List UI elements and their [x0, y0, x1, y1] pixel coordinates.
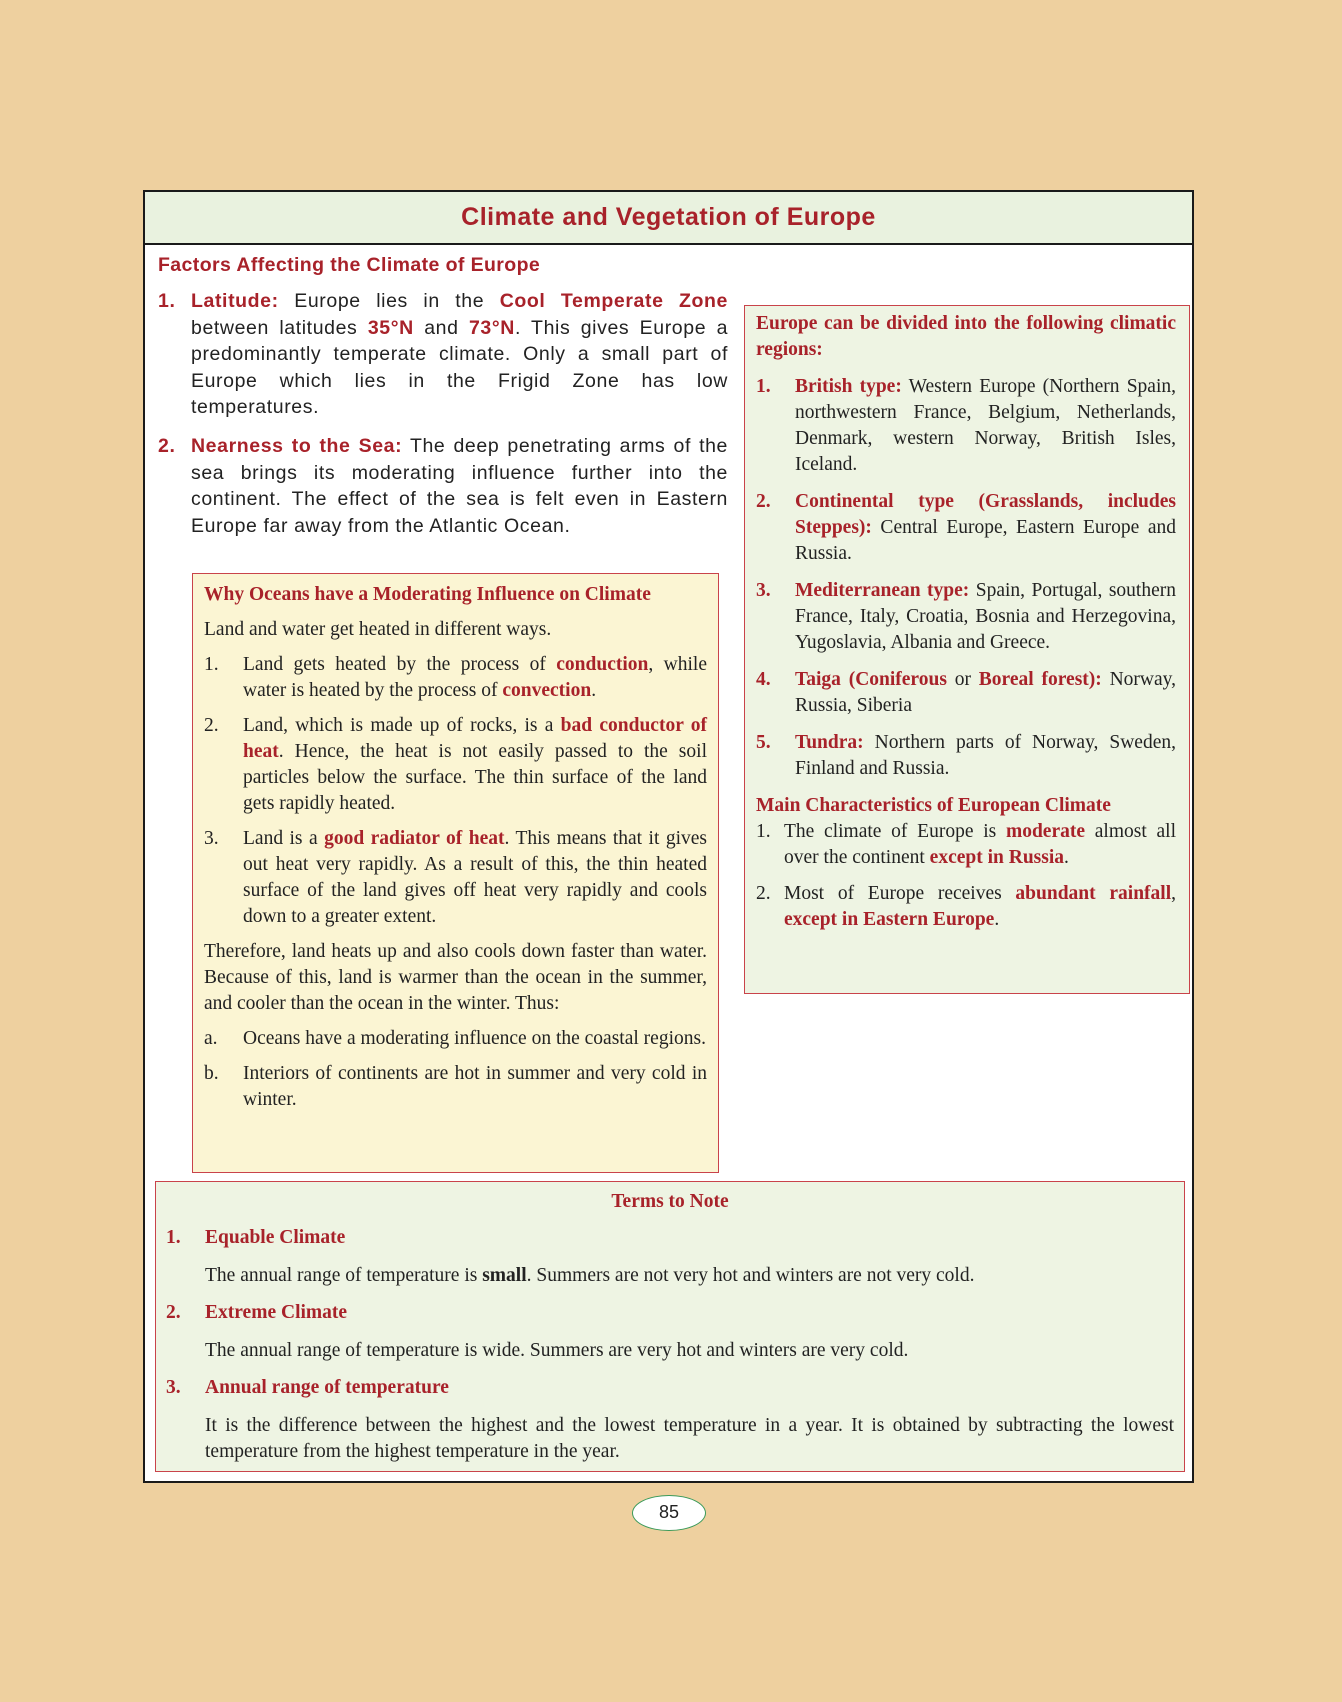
characteristic-text: .: [994, 909, 1000, 930]
region-text: Norway, Russia, Siberia: [795, 669, 1176, 716]
factor-text: The deep penetrating arms of the sea brings its moderating influence further into the continent. The effect of the sea is felt even in Eastern Europe far away from the Atlantic Ocean.: [191, 435, 729, 537]
list-item: [204, 713, 707, 817]
term-number: 2.: [166, 1302, 181, 1323]
region-number: 5.: [756, 732, 771, 753]
region-label: Tundra:: [795, 732, 864, 753]
term-definition: [166, 1413, 1174, 1465]
characteristic-text: .: [1064, 847, 1069, 868]
factor-highlight: 35°N: [367, 316, 414, 339]
region-text: Spain, Portugal, southern France, Italy, Croatia, Bosnia and Herzegovina, Yugoslavia, Albania and Greece.: [795, 580, 1176, 653]
list-text: Interiors of continents are hot in summer and very cold in winter.: [243, 1063, 707, 1110]
list-text: Oceans have a moderating influence on the coastal regions.: [243, 1028, 706, 1049]
list-text: .: [591, 680, 597, 701]
term-number: 3.: [166, 1377, 181, 1398]
characteristic-item: [756, 881, 1176, 933]
terms-title: Terms to Note: [611, 1191, 729, 1212]
term-heading: [166, 1300, 1174, 1326]
term-definition: [166, 1338, 1174, 1364]
region-text: Western Europe (Northern Spain, northwestern France, Belgium, Netherlands, Denmark, western Norway, British Isles, Iceland.: [795, 376, 1176, 475]
region-text: Central Europe, Eastern Europe and Russia.: [795, 517, 1176, 564]
factor-text: and: [413, 316, 469, 339]
list-text: Land gets heated by the process of: [243, 654, 557, 675]
term-text: The annual range of temperature is wide. Summers are very hot and winters are very cold.: [205, 1340, 909, 1361]
regions-intro: Europe can be divided into the following climatic regions:: [756, 313, 1176, 360]
factor-highlight: 73°N: [468, 316, 515, 339]
term-number: 1.: [166, 1227, 181, 1248]
characteristic-text: Most of Europe receives: [784, 883, 1016, 904]
region-text: Northern parts of Norway, Sweden, Finland and Russia.: [795, 732, 1176, 779]
region-number: 4.: [756, 669, 771, 690]
factor-text: Europe lies in the: [278, 290, 500, 312]
factor-label: Nearness to the Sea:: [191, 435, 403, 457]
list-item: [204, 826, 707, 930]
why-oceans-conclusion: Therefore, land heats up and also cools down faster than water. Because of this, land is warmer than the ocean in the summer, and cooler than the ocean in the winter. Thus:: [204, 941, 707, 1014]
list-highlight: good radiator of heat: [324, 828, 505, 849]
characteristic-text: almost all over the continent: [784, 821, 1176, 868]
climatic-regions-box: [744, 305, 1190, 994]
list-text: . Hence, the heat is not easily passed to the soil particles below the surface. The thin surface of the land gets rapidly heated.: [243, 741, 707, 814]
region-label: British type:: [795, 376, 902, 397]
characteristic-item: [756, 819, 1176, 871]
factor-latitude: [158, 288, 728, 421]
region-number: 1.: [756, 376, 771, 397]
characteristics-heading: Main Characteristics of European Climate: [756, 795, 1111, 816]
list-number: 3.: [204, 828, 219, 849]
characteristic-highlight: except in Eastern Europe: [784, 909, 995, 930]
region-label: Boreal forest):: [978, 669, 1102, 690]
list-highlight: convection: [502, 680, 592, 701]
region-label: Mediterranean type:: [795, 580, 970, 601]
why-oceans-heading: Why Oceans have a Moderating Influence on Climate: [204, 584, 651, 605]
term-text: The annual range of temperature is: [205, 1265, 483, 1286]
list-number: 2.: [204, 715, 219, 736]
list-text: Land is a: [243, 828, 325, 849]
region-number: 3.: [756, 580, 771, 601]
factor-text: . This gives Europe a predominantly temperate climate. Only a small part of Europe which lies in the Frigid Zone has low temperatures.: [191, 316, 729, 418]
region-item: [756, 667, 1176, 719]
term-text: . Summers are not very hot and winters are not very cold.: [526, 1265, 975, 1286]
list-letter: b.: [204, 1063, 219, 1084]
region-text: or: [946, 669, 979, 690]
region-label: Continental type (Grasslands, includes Steppes):: [795, 491, 1176, 538]
term-text: It is the difference between the highest and the lowest temperature in a year. It is obtained by subtracting the lowest temperature from the highest temperature in the year.: [205, 1415, 1174, 1462]
term-heading: [166, 1225, 1174, 1251]
factor-number: 2.: [158, 435, 176, 457]
characteristic-text: The climate of Europe is: [784, 821, 1006, 842]
list-item: [204, 652, 707, 704]
region-item: [756, 489, 1176, 567]
list-item: [204, 1026, 707, 1052]
why-oceans-intro: Land and water get heated in different ways.: [204, 619, 552, 640]
region-item: [756, 578, 1176, 656]
region-label: Taiga (Coniferous: [795, 669, 947, 690]
page-number: 85: [632, 1495, 706, 1531]
list-item: [204, 1061, 707, 1113]
page-title: Climate and Vegetation of Europe: [145, 192, 1192, 245]
list-letter: a.: [204, 1028, 218, 1049]
region-item: [756, 374, 1176, 478]
why-oceans-box: [192, 573, 719, 1173]
region-item: [756, 730, 1176, 782]
characteristic-highlight: except in Russia: [929, 847, 1065, 868]
characteristic-highlight: moderate: [1005, 821, 1086, 842]
factor-text: between latitudes: [191, 316, 368, 339]
factor-highlight: Cool Temperate Zone: [499, 290, 728, 312]
region-number: 2.: [756, 491, 771, 512]
list-highlight: conduction: [556, 654, 649, 675]
page-frame: [143, 190, 1194, 1483]
factor-number: 1.: [158, 290, 176, 312]
terms-to-note-box: [155, 1181, 1185, 1472]
list-text: Land, which is made up of rocks, is a: [243, 715, 561, 736]
list-text: . This means that it gives out heat very rapidly. As a result of this, the thin heated surface of the land gives off heat very rapidly and cools down to a greater extent.: [243, 828, 708, 927]
term-title: Extreme Climate: [205, 1302, 348, 1323]
characteristic-text: ,: [1171, 883, 1176, 904]
term-title: Annual range of temperature: [205, 1377, 449, 1398]
characteristic-highlight: abundant rainfall: [1015, 883, 1172, 904]
factor-nearness-to-sea: [158, 433, 728, 539]
list-highlight: bad conductor of heat: [243, 715, 707, 762]
characteristic-number: 2.: [756, 883, 771, 904]
list-number: 1.: [204, 654, 219, 675]
factors-heading: Factors Affecting the Climate of Europe: [158, 254, 541, 276]
term-title: Equable Climate: [205, 1227, 346, 1248]
term-bold: small: [482, 1265, 527, 1286]
factor-label: Latitude:: [191, 290, 279, 312]
term-heading: [166, 1375, 1174, 1401]
characteristic-number: 1.: [756, 821, 771, 842]
term-definition: [166, 1263, 1174, 1289]
list-text: , while water is heated by the process of: [243, 654, 707, 701]
